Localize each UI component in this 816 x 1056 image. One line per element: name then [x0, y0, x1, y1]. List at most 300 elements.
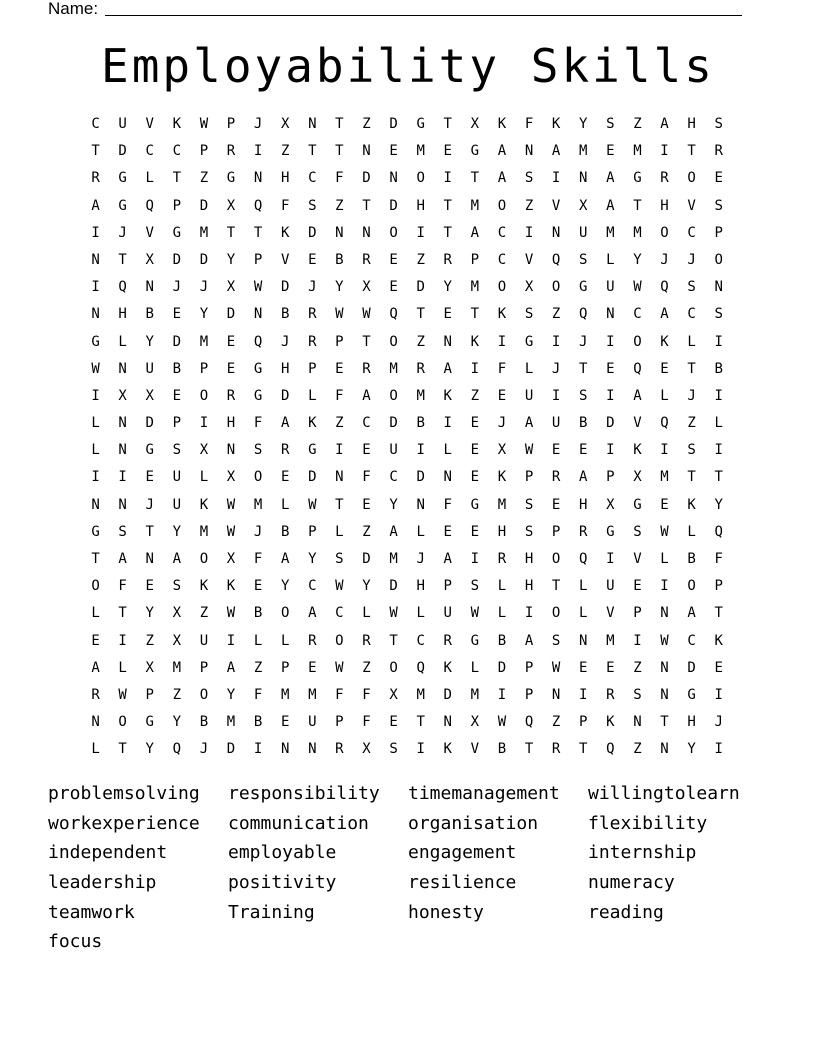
grid-letter: E — [443, 306, 452, 323]
grid-letter: G — [91, 523, 100, 540]
grid-letter: Q — [416, 659, 425, 676]
grid-letter: X — [226, 469, 236, 486]
grid-letter: V — [633, 551, 642, 567]
grid-letter: D — [308, 224, 317, 241]
grid-letter: C — [91, 116, 100, 132]
grid-letter: J — [714, 714, 723, 731]
grid-letter: W — [226, 523, 236, 540]
grid-letter: T — [91, 143, 100, 160]
grid-letter: X — [633, 469, 642, 486]
grid-letter: N — [253, 306, 263, 323]
grid-letter: S — [335, 551, 344, 567]
grid-letter: N — [579, 632, 588, 649]
grid-letter: D — [199, 197, 209, 214]
grid-row — [82, 682, 734, 709]
grid-letter: M — [470, 197, 480, 214]
grid-letter: H — [280, 170, 290, 187]
grid-letter: A — [660, 116, 669, 132]
grid-letter: A — [524, 632, 534, 649]
grid-letter: M — [389, 551, 398, 567]
grid-letter: B — [497, 632, 507, 649]
grid-letter: I — [606, 442, 615, 459]
grid-letter: V — [606, 605, 615, 622]
grid-row — [82, 383, 734, 410]
grid-letter: N — [660, 686, 669, 703]
grid-letter: T — [416, 306, 425, 323]
grid-letter: I — [660, 143, 669, 160]
grid-letter: Y — [443, 279, 452, 296]
grid-letter: L — [660, 387, 669, 404]
grid-letter: Z — [172, 686, 182, 703]
grid-letter: F — [362, 686, 371, 703]
grid-letter: L — [606, 251, 615, 268]
word-list-item: positivity — [228, 872, 337, 894]
grid-letter: A — [497, 143, 507, 160]
grid-letter: M — [308, 686, 317, 703]
grid-letter: L — [308, 387, 317, 404]
grid-letter: B — [497, 741, 507, 758]
grid-letter: T — [551, 578, 561, 595]
grid-letter: S — [714, 197, 723, 214]
grid-letter: Q — [389, 306, 398, 323]
grid-letter: N — [335, 224, 344, 241]
grid-letter: S — [633, 686, 642, 703]
grid-letter: Y — [389, 496, 398, 513]
grid-letter: W — [551, 659, 561, 676]
grid-letter: X — [226, 279, 236, 296]
grid-letter: A — [118, 551, 127, 567]
grid-letter: Y — [687, 741, 696, 758]
grid-letter: U — [443, 605, 452, 622]
grid-letter: A — [443, 551, 452, 567]
grid-letter: I — [91, 387, 100, 404]
grid-letter: Z — [416, 333, 425, 350]
grid-letter: E — [145, 469, 154, 486]
grid-letter: A — [687, 605, 696, 622]
grid-letter: H — [524, 551, 534, 567]
grid-letter: E — [633, 578, 642, 595]
grid-letter: I — [606, 387, 615, 404]
grid-letter: H — [579, 496, 588, 513]
grid-letter: T — [416, 714, 425, 731]
grid-letter: H — [280, 360, 290, 377]
grid-letter: W — [118, 686, 127, 703]
grid-letter: X — [606, 496, 615, 513]
grid-row — [82, 301, 734, 328]
grid-letter: I — [443, 415, 452, 432]
grid-letter: A — [362, 387, 371, 404]
grid-letter: I — [606, 333, 615, 350]
grid-letter: T — [579, 360, 588, 377]
name-field-label: Name: — [48, 0, 99, 18]
grid-letter: K — [687, 496, 696, 513]
grid-letter: W — [253, 279, 263, 296]
grid-letter: J — [253, 116, 263, 132]
grid-letter: C — [687, 306, 696, 323]
grid-letter: C — [335, 605, 344, 622]
grid-letter: E — [497, 387, 507, 404]
grid-letter: V — [145, 224, 154, 241]
grid-letter: H — [416, 578, 425, 595]
grid-letter: D — [280, 387, 290, 404]
grid-letter: R — [308, 306, 317, 323]
grid-letter: S — [579, 251, 588, 268]
grid-letter: I — [199, 415, 209, 432]
grid-letter: Z — [362, 659, 371, 676]
word-list — [48, 779, 788, 957]
grid-letter: F — [362, 714, 371, 731]
grid-letter: P — [524, 469, 534, 486]
grid-letter: G — [633, 170, 642, 187]
grid-letter: N — [145, 551, 154, 567]
grid-row — [82, 356, 734, 383]
grid-letter: P — [551, 523, 561, 540]
grid-letter: E — [551, 442, 561, 459]
grid-letter: Q — [118, 279, 127, 296]
grid-letter: X — [199, 442, 209, 459]
grid-letter: P — [172, 415, 182, 432]
grid-letter: I — [551, 170, 561, 187]
grid-row — [82, 736, 734, 763]
grid-letter: W — [226, 496, 236, 513]
grid-letter: X — [280, 116, 290, 132]
grid-letter: T — [470, 170, 480, 187]
grid-letter: M — [389, 360, 398, 377]
grid-letter: I — [633, 632, 642, 649]
grid-letter: E — [280, 469, 290, 486]
grid-letter: P — [524, 686, 534, 703]
grid-letter: H — [416, 197, 425, 214]
grid-letter: T — [714, 469, 723, 486]
grid-letter: U — [199, 632, 209, 649]
grid-letter: H — [497, 523, 507, 540]
grid-letter: P — [524, 659, 534, 676]
grid-letter: Z — [199, 170, 209, 187]
grid-letter: Q — [660, 415, 669, 432]
grid-letter: V — [633, 415, 642, 432]
grid-letter: S — [470, 578, 480, 595]
grid-letter: C — [687, 224, 696, 241]
grid-row — [82, 437, 734, 464]
grid-letter: Q — [145, 197, 154, 214]
grid-letter: E — [606, 659, 615, 676]
grid-letter: A — [91, 659, 100, 676]
grid-letter: A — [280, 551, 290, 567]
grid-letter: G — [416, 116, 425, 132]
grid-letter: N — [660, 659, 669, 676]
grid-letter: N — [91, 306, 100, 323]
word-list-item: responsibility — [228, 783, 380, 804]
grid-letter: P — [633, 605, 642, 622]
grid-letter: X — [118, 387, 127, 404]
grid-letter: L — [91, 442, 100, 459]
grid-letter: U — [551, 415, 561, 432]
grid-letter: T — [253, 224, 263, 241]
grid-letter: D — [606, 415, 615, 432]
grid-letter: E — [308, 251, 317, 268]
grid-letter: Q — [660, 279, 669, 296]
grid-letter: S — [714, 116, 723, 132]
grid-letter: T — [660, 714, 669, 731]
grid-letter: O — [551, 551, 561, 567]
grid-letter: B — [253, 714, 263, 731]
grid-letter: K — [660, 333, 669, 350]
grid-row — [82, 628, 734, 655]
grid-letter: T — [335, 143, 344, 160]
grid-letter: O — [389, 224, 398, 241]
grid-letter: R — [660, 170, 669, 187]
grid-letter: K — [606, 714, 615, 731]
grid-letter: L — [687, 523, 696, 540]
grid-letter: K — [497, 116, 507, 132]
grid-letter: T — [172, 170, 182, 187]
grid-letter: I — [443, 170, 452, 187]
grid-letter: E — [389, 251, 398, 268]
grid-letter: E — [660, 360, 669, 377]
grid-letter: P — [145, 686, 154, 703]
grid-letter: I — [714, 741, 723, 758]
grid-letter: Q — [579, 551, 588, 567]
grid-letter: B — [199, 714, 209, 731]
grid-letter: N — [145, 279, 154, 296]
grid-letter: I — [660, 442, 669, 459]
grid-letter: I — [118, 632, 127, 649]
grid-letter: Z — [551, 306, 561, 323]
grid-letter: E — [714, 659, 723, 676]
grid-letter: C — [362, 415, 371, 432]
grid-letter: K — [714, 632, 723, 649]
grid-letter: E — [91, 632, 100, 649]
grid-letter: R — [226, 143, 236, 160]
grid-letter: X — [145, 387, 154, 404]
grid-letter: T — [687, 360, 696, 377]
grid-letter: F — [335, 170, 344, 187]
grid-letter: D — [172, 333, 182, 350]
grid-letter: E — [551, 496, 561, 513]
grid-letter: M — [280, 686, 290, 703]
grid-letter: S — [687, 442, 696, 459]
grid-letter: D — [280, 279, 290, 296]
grid-letter: L — [524, 360, 534, 377]
grid-letter: T — [362, 197, 371, 214]
grid-letter: G — [470, 632, 480, 649]
grid-letter: L — [416, 523, 425, 540]
grid-letter: B — [145, 306, 154, 323]
grid-letter: I — [497, 686, 507, 703]
grid-letter: G — [470, 496, 480, 513]
grid-letter: P — [280, 659, 290, 676]
grid-letter: Z — [633, 741, 642, 758]
grid-letter: E — [172, 387, 182, 404]
grid-letter: O — [389, 659, 398, 676]
grid-letter: U — [308, 714, 317, 731]
grid-letter: P — [199, 143, 209, 160]
grid-letter: M — [470, 686, 480, 703]
grid-letter: I — [253, 143, 263, 160]
grid-letter: C — [633, 306, 642, 323]
grid-letter: Z — [199, 605, 209, 622]
grid-letter: L — [497, 578, 507, 595]
grid-letter: Z — [253, 659, 263, 676]
grid-letter: I — [91, 469, 100, 486]
grid-letter: E — [579, 442, 588, 459]
grid-letter: X — [470, 116, 480, 132]
grid-letter: W — [91, 360, 100, 377]
grid-letter: J — [579, 333, 588, 350]
grid-letter: X — [145, 659, 154, 676]
grid-letter: F — [253, 415, 263, 432]
grid-letter: R — [497, 551, 507, 567]
grid-letter: H — [226, 415, 236, 432]
grid-letter: D — [118, 143, 127, 160]
grid-letter: G — [226, 170, 236, 187]
grid-letter: G — [579, 279, 588, 296]
grid-letter: L — [579, 578, 588, 595]
grid-letter: I — [226, 632, 236, 649]
grid-letter: J — [145, 496, 154, 513]
grid-letter: U — [118, 116, 127, 132]
grid-letter: E — [443, 143, 452, 160]
grid-letter: A — [606, 197, 615, 214]
grid-letter: S — [253, 442, 263, 459]
grid-letter: Z — [633, 659, 642, 676]
grid-letter: W — [335, 659, 344, 676]
grid-letter: D — [389, 578, 398, 595]
grid-letter: I — [660, 578, 669, 595]
word-list-item: willingtolearn — [588, 783, 740, 804]
grid-letter: N — [551, 224, 561, 241]
grid-row — [82, 709, 734, 736]
grid-letter: X — [524, 279, 534, 296]
grid-letter: S — [524, 306, 534, 323]
grid-letter: U — [579, 224, 588, 241]
grid-letter: J — [497, 415, 507, 432]
grid-letter: M — [199, 224, 209, 241]
grid-letter: X — [470, 714, 480, 731]
grid-letter: Y — [579, 116, 588, 132]
grid-letter: R — [362, 251, 371, 268]
grid-letter: A — [524, 415, 534, 432]
grid-letter: X — [172, 632, 182, 649]
grid-letter: O — [253, 469, 263, 486]
word-list-item: problemsolving — [48, 783, 200, 804]
grid-letter: F — [280, 197, 290, 214]
grid-letter: K — [551, 116, 561, 132]
grid-letter: D — [308, 469, 317, 486]
grid-letter: N — [416, 496, 425, 513]
grid-letter: B — [579, 415, 588, 432]
grid-letter: M — [416, 143, 425, 160]
grid-row — [82, 165, 734, 192]
grid-letter: I — [497, 333, 507, 350]
grid-letter: G — [145, 442, 154, 459]
grid-letter: E — [226, 360, 236, 377]
word-list-item: reading — [588, 901, 664, 923]
word-list-item: flexibility — [588, 812, 708, 834]
grid-letter: J — [199, 279, 209, 296]
grid-letter: O — [199, 686, 209, 703]
grid-letter: O — [497, 197, 507, 214]
grid-letter: E — [389, 143, 398, 160]
grid-letter: T — [91, 551, 100, 567]
grid-letter: L — [687, 333, 696, 350]
grid-letter: M — [606, 224, 615, 241]
grid-letter: J — [280, 333, 290, 350]
grid-letter: P — [199, 360, 209, 377]
grid-letter: K — [497, 469, 507, 486]
grid-letter: S — [606, 116, 615, 132]
grid-letter: Q — [551, 251, 561, 268]
grid-letter: W — [226, 605, 236, 622]
grid-letter: Z — [280, 143, 290, 160]
grid-letter: L — [253, 632, 263, 649]
grid-letter: F — [524, 116, 534, 132]
grid-letter: P — [470, 251, 480, 268]
grid-letter: Q — [579, 306, 588, 323]
grid-letter: F — [714, 551, 723, 567]
grid-letter: N — [91, 251, 100, 268]
grid-letter: E — [470, 469, 480, 486]
grid-letter: Q — [633, 360, 642, 377]
grid-letter: V — [524, 251, 534, 268]
grid-letter: T — [118, 605, 127, 622]
grid-letter: L — [280, 496, 290, 513]
grid-letter: D — [497, 659, 507, 676]
grid-letter: I — [714, 442, 723, 459]
grid-letter: C — [308, 578, 317, 595]
grid-letter: E — [172, 306, 182, 323]
word-list-item: engagement — [408, 842, 517, 864]
grid-letter: N — [226, 442, 236, 459]
grid-letter: I — [524, 224, 534, 241]
grid-letter: S — [524, 496, 534, 513]
grid-row — [82, 274, 734, 301]
grid-letter: L — [497, 605, 507, 622]
grid-letter: G — [253, 360, 263, 377]
grid-letter: X — [172, 605, 182, 622]
grid-letter: O — [687, 170, 696, 187]
grid-letter: J — [687, 251, 696, 268]
grid-letter: D — [226, 741, 236, 758]
word-list-item: numeracy — [588, 872, 675, 894]
grid-letter: O — [714, 251, 723, 268]
grid-letter: G — [606, 523, 615, 540]
word-list-item: resilience — [408, 872, 517, 894]
grid-letter: B — [253, 605, 263, 622]
grid-letter: A — [470, 224, 480, 241]
grid-letter: T — [308, 143, 317, 160]
grid-letter: E — [308, 659, 317, 676]
grid-letter: O — [660, 224, 669, 241]
grid-letter: W — [389, 605, 398, 622]
grid-letter: L — [443, 442, 452, 459]
grid-letter: Q — [253, 333, 263, 350]
grid-row — [82, 410, 734, 437]
grid-letter: N — [362, 224, 371, 241]
grid-letter: E — [280, 714, 290, 731]
grid-letter: C — [497, 251, 507, 268]
grid-letter: E — [606, 143, 615, 160]
grid-letter: D — [199, 251, 209, 268]
grid-letter: K — [470, 333, 480, 350]
grid-letter: W — [660, 632, 669, 649]
grid-letter: T — [362, 333, 371, 350]
grid-letter: M — [497, 496, 507, 513]
grid-letter: X — [226, 551, 236, 567]
grid-letter: Z — [145, 632, 154, 649]
grid-letter: P — [199, 659, 209, 676]
grid-letter: F — [335, 387, 344, 404]
